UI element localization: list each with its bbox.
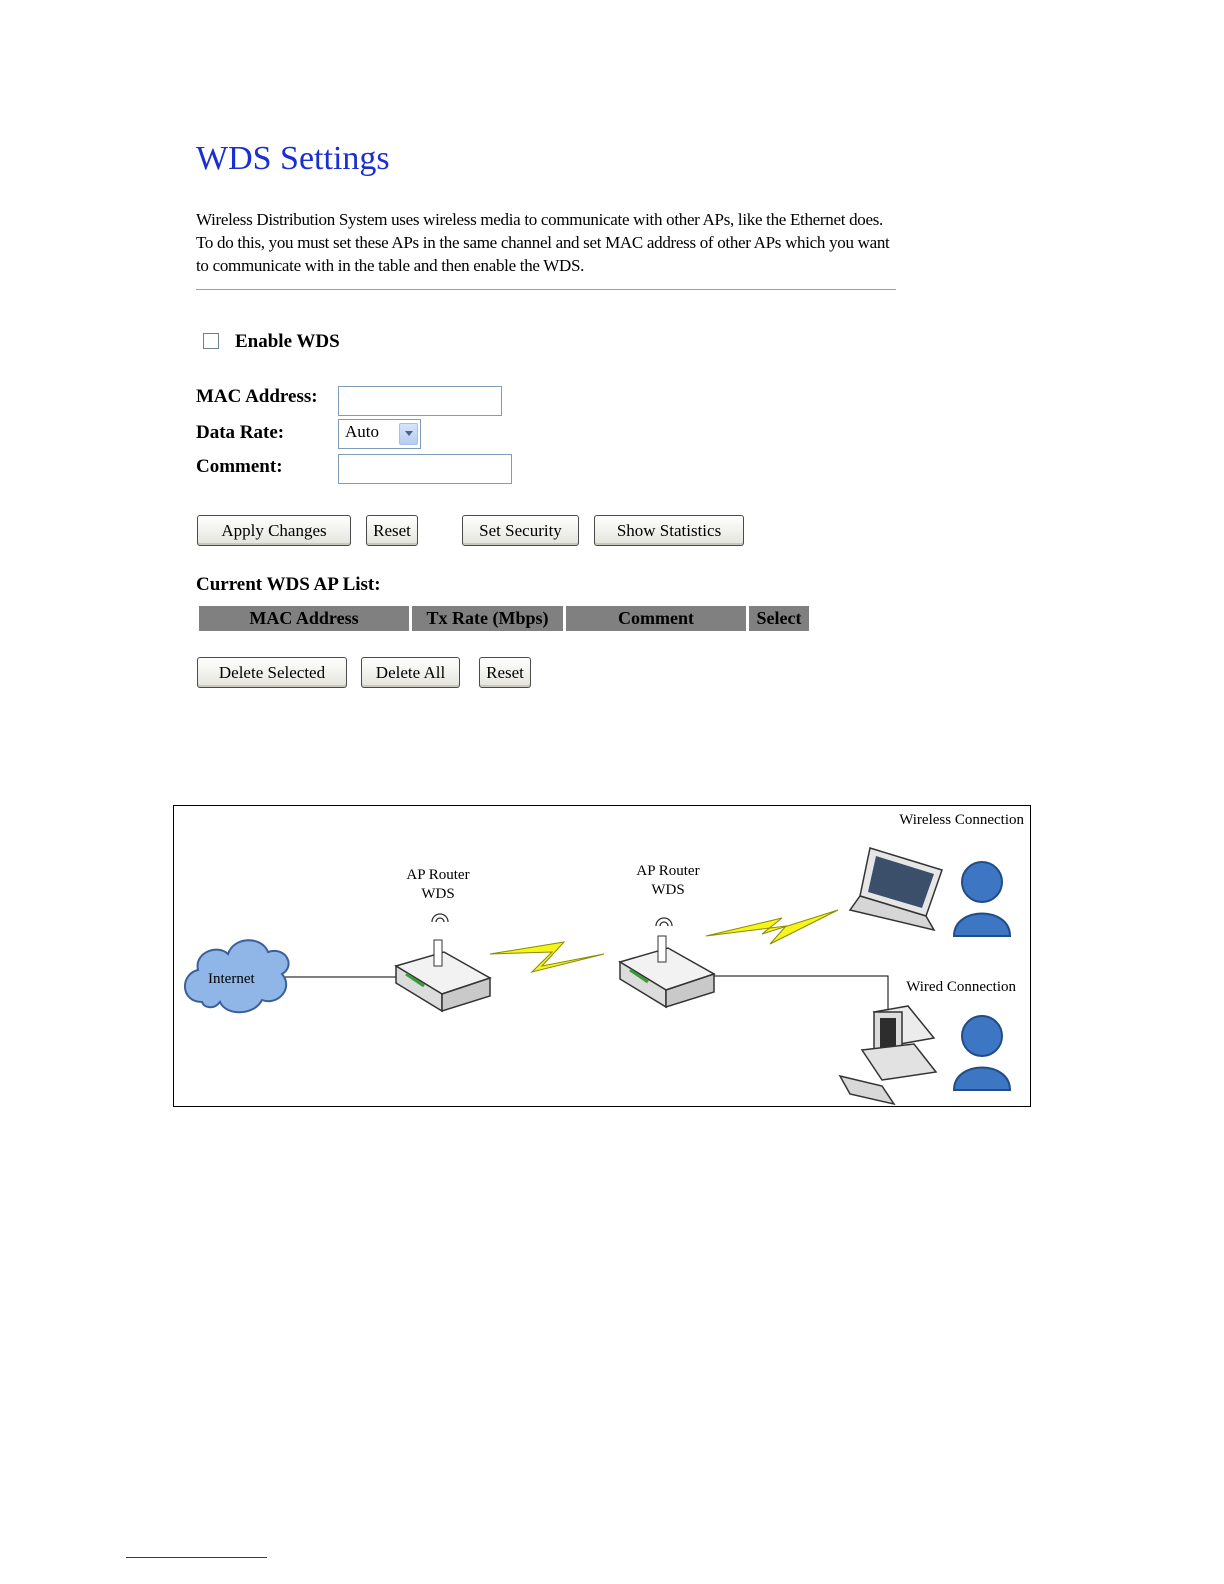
data-rate-select[interactable] xyxy=(338,419,421,449)
column-header-mac-address: MAC Address xyxy=(199,606,409,631)
wireless-connection-label: Wireless Connection xyxy=(899,812,1024,828)
lightning-bolt-icon xyxy=(490,942,604,972)
enable-wds-label: Enable WDS xyxy=(235,331,340,352)
footnote-separator xyxy=(126,1557,267,1558)
internet-label: Internet xyxy=(208,971,255,987)
data-rate-value: Auto xyxy=(345,422,379,441)
router1-label-line2: WDS xyxy=(421,886,455,902)
delete-all-button[interactable]: Delete All xyxy=(361,657,460,688)
comment-label: Comment: xyxy=(196,456,283,477)
list-reset-button[interactable]: Reset xyxy=(479,657,531,688)
mac-address-label: MAC Address: xyxy=(196,386,318,407)
laptop-icon xyxy=(850,848,942,930)
comment-input[interactable] xyxy=(338,454,512,484)
delete-selected-button[interactable]: Delete Selected xyxy=(197,657,347,688)
data-rate-label: Data Rate: xyxy=(196,422,285,443)
page-title: WDS Settings xyxy=(196,140,390,177)
desktop-computer-icon xyxy=(840,1006,936,1104)
diagram-drawing xyxy=(174,806,1030,1106)
divider xyxy=(196,289,896,290)
apply-changes-button[interactable]: Apply Changes xyxy=(197,515,351,546)
router-icon xyxy=(620,936,714,1007)
wds-network-diagram xyxy=(173,805,1031,1107)
wireless-signal-icon xyxy=(432,914,448,922)
user-icon xyxy=(954,1016,1010,1090)
wired-link-line xyxy=(714,976,888,1016)
wireless-signal-icon xyxy=(656,918,672,926)
mac-address-input[interactable] xyxy=(338,386,502,416)
column-header-tx-rate: Tx Rate (Mbps) xyxy=(412,606,563,631)
page-description: Wireless Distribution System uses wireless media to communicate with other APs, like the Ethernet does. To do this, you must set these APs in the same channel and set MAC address of other APs which you want to communicate with in the table and then enable the WDS. xyxy=(196,210,890,275)
show-statistics-button[interactable]: Show Statistics xyxy=(594,515,744,546)
column-header-select: Select xyxy=(749,606,809,631)
router1-label-line1: AP Router xyxy=(406,867,470,883)
set-security-button[interactable]: Set Security xyxy=(462,515,579,546)
router-icon xyxy=(396,940,490,1011)
ap-list-title: Current WDS AP List: xyxy=(196,574,381,595)
enable-wds-checkbox[interactable] xyxy=(203,333,219,349)
user-icon xyxy=(954,862,1010,936)
column-header-comment: Comment xyxy=(566,606,746,631)
wired-connection-label: Wired Connection xyxy=(906,979,1016,995)
reset-button[interactable]: Reset xyxy=(366,515,418,546)
lightning-bolt-icon xyxy=(706,910,838,944)
router2-label-line1: AP Router xyxy=(636,863,700,879)
router2-label-line2: WDS xyxy=(651,882,685,898)
chevron-down-icon[interactable] xyxy=(399,423,418,445)
